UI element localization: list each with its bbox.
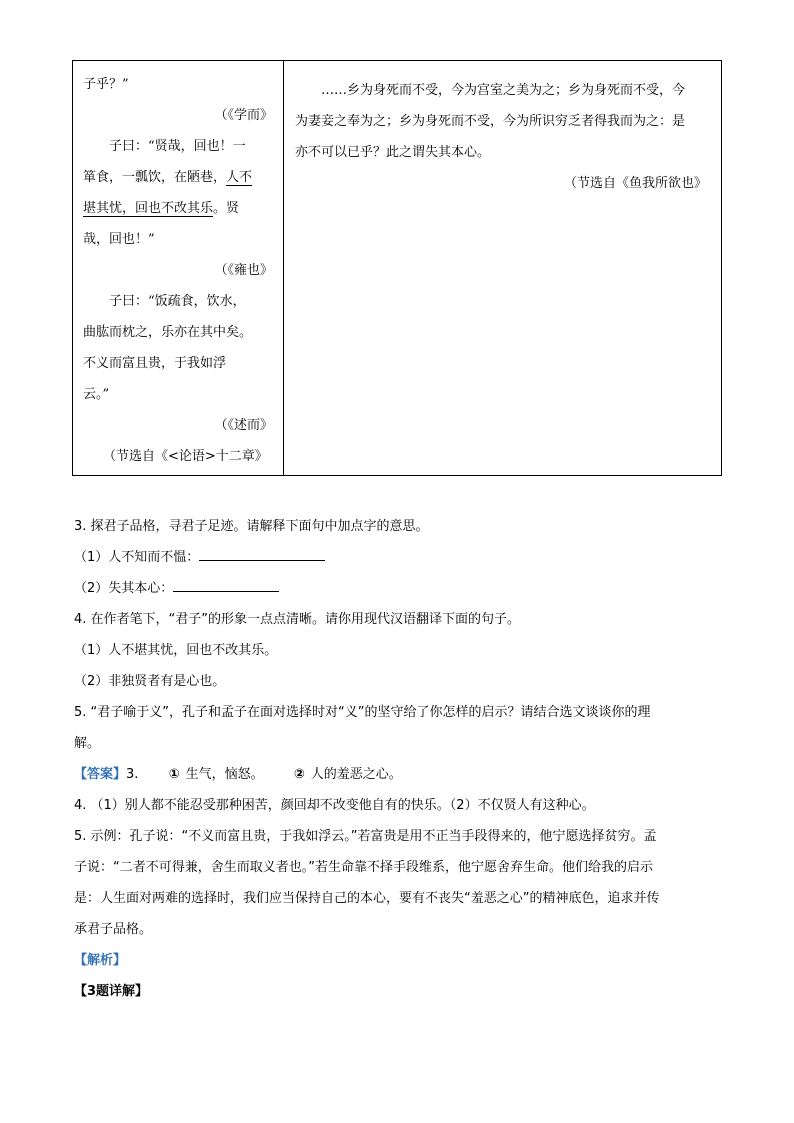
lunyu-source-xueer: （《学而》 (214, 108, 273, 123)
lunyu-underlined-1: 人不 (226, 170, 253, 185)
question-3-1 (74, 542, 724, 573)
mengzi-line-2: 为妻妾之奉为之；乡为身死而不受，今为所识穷乏者得我而为之：是 (295, 114, 686, 129)
lunyu-line-6: 子曰：“饭疏食，饮水， (109, 294, 246, 309)
question-4-1: （1）人不堪其忧，回也不改其乐。 (74, 643, 278, 658)
question-5-line-1: 5. “君子喻于义”，孔子和孟子在面对选择时对“义”的坚守给了你怎样的启示？请结合选文谈谈你的理 (74, 705, 651, 720)
table-cell-mengzi (295, 75, 713, 199)
answer-3-text-2: 人的羞恶之心。 (310, 767, 402, 782)
lunyu-line-2: 子曰：“贤哉，回也！一 (109, 139, 246, 154)
answer-5-line-4: 承君子品格。 (74, 922, 153, 937)
answer-blank-2[interactable] (173, 577, 279, 592)
answer-5-line-1: 5. 示例：孔子说：“不义而富且贵，于我如浮云。”若富贵是用不正当手段得来的，他宁愿选择贫穷。孟 (74, 829, 657, 844)
answer-3-number: 3. (126, 767, 139, 782)
lunyu-source-shuer: （《述而》 (214, 418, 273, 433)
answer-blank-1[interactable] (199, 546, 325, 561)
lunyu-line-4-text: 。贤 (213, 201, 240, 216)
table-cell-lunyu (83, 69, 273, 472)
lunyu-line-9: 云。” (83, 387, 110, 402)
mengzi-excerpt-note: （节选自《鱼我所欲也》 (563, 176, 707, 191)
answer-4: 4. （1）别人都不能忍受那种困苦，颜回却不改变他自有的快乐。（2）不仅贤人有这种心。 (74, 798, 595, 813)
detail-heading (74, 976, 724, 1007)
question-3-2 (74, 573, 724, 604)
passage-table (72, 60, 722, 476)
table-column-divider (283, 61, 284, 475)
lunyu-line-8: 不义而富且贵，于我如浮 (83, 356, 227, 371)
lunyu-excerpt-note: （节选自《<论语>十二章》 (103, 449, 268, 464)
question-4-2: （2）非独贤者有是心也。 (74, 674, 226, 689)
answer-3-item-2 (294, 759, 402, 790)
answer-5-line-3: 是：人生面对两难的选择时，我们应当保持自己的本心，要有不丧失“羞恶之心”的精神底色，追求并传 (74, 891, 660, 906)
answer-3-text-1: 生气，恼怒。 (185, 767, 264, 782)
lunyu-line-3 (83, 162, 273, 193)
lunyu-line-4 (83, 193, 273, 224)
lunyu-underlined-2: 堪其忧，回也不改其乐 (83, 201, 214, 216)
lunyu-source-yongye: （《雍也》 (214, 263, 273, 278)
question-4: 4. 在作者笔下，“君子”的形象一点点清晰。请你用现代汉语翻译下面的句子。 (74, 612, 521, 627)
answer-5-line-2: 子说：“二者不可得兼，舍生而取义者也。”若生命靠不择手段维系，他宁愿舍弃生命。他们给我的启示 (74, 860, 653, 875)
answer-3-item-1 (169, 759, 264, 790)
question-5-line-2: 解。 (74, 736, 101, 751)
answer-tag: 【答案】 (74, 767, 127, 782)
answer-3-mark-1: ① (168, 767, 180, 782)
mengzi-line-3: 亦不可以已乎？此之谓失其本心。 (295, 145, 491, 160)
lunyu-line-1: 子乎？” (83, 77, 129, 92)
questions-and-answers (74, 511, 724, 1007)
mengzi-line-1: ……乡为身死而不受，今为宫室之美为之；乡为身死而不受，今 (321, 83, 686, 98)
analysis-tag: 【解析】 (74, 953, 127, 968)
analysis-heading (74, 945, 724, 976)
question-3: 3. 探君子品格，寻君子足迹。请解释下面句中加点字的意思。 (74, 519, 429, 534)
question-3-1-text: （1）人不知而不愠： (74, 550, 200, 565)
lunyu-line-3-text: 箪食，一瓢饮，在陋巷， (83, 170, 227, 185)
detail-tag: 【3题详解】 (74, 984, 149, 999)
answer-3 (74, 759, 724, 790)
question-3-2-text: （2）失其本心： (74, 581, 174, 596)
lunyu-line-7: 曲肱而枕之，乐亦在其中矣。 (83, 325, 253, 340)
answer-3-mark-2: ② (293, 767, 305, 782)
lunyu-line-5: 哉，回也！” (83, 232, 155, 247)
